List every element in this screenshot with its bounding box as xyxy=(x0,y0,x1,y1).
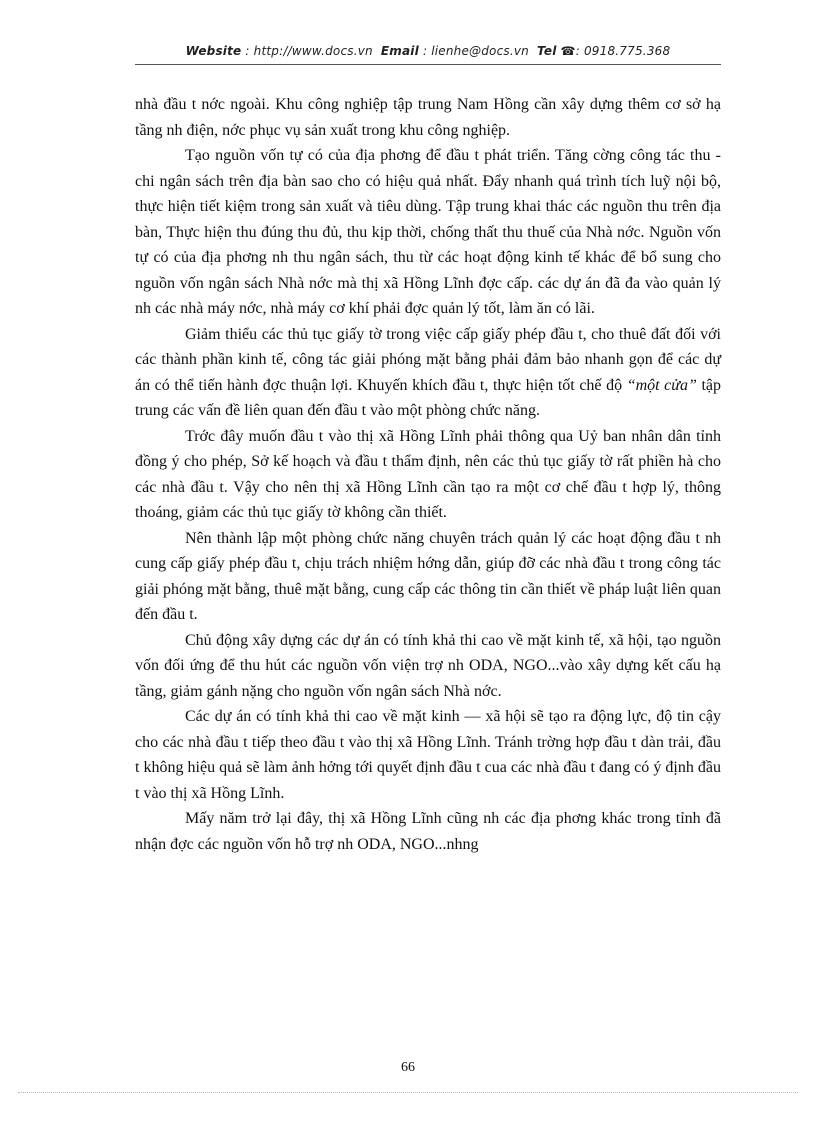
paragraph-6: Chủ động xây dựng các dự án có tính khả thi cao về mặt kinh tế, xã hội, tạo nguồn vốn đối ứng để thu hút các nguồn vốn viện trợ nh ODA, NGO...vào xây dựng kết cấu hạ tầng, giảm gánh nặng cho nguồn vốn ngân sách Nhà nớc. xyxy=(135,631,721,700)
paragraph-8: Mấy năm trở lại đây, thị xã Hồng Lĩnh cũng nh các địa phơng khác trong tỉnh đã nhận đợc các nguồn vốn hỗ trợ nh ODA, NGO...nhng xyxy=(135,810,721,853)
paragraph-1: nhà đầu t nớc ngoài. Khu công nghiệp tập trung Nam Hồng cần xây dựng thêm cơ sở hạ tầng nh điện, nớc phục vụ sản xuất trong khu công nghiệp. xyxy=(135,96,721,139)
document-body xyxy=(135,92,721,857)
paragraph-3-before: Giảm thiểu các thủ tục giấy tờ trong việc cấp giấy phép đầu t, cho thuê đất đối với các thành phần kinh tế, công tác giải phóng mặt bằng phải đảm bảo nhanh gọn để các dự án có thể tiến hành đợc thuận lợi. Khuyến khích đầu t, thực hiện tốt chế độ xyxy=(135,325,721,394)
paragraph-3-after: tập trung các vấn đề liên quan đến đầu t vào một phòng chức năng. xyxy=(135,376,722,419)
website-value: : http://www.docs.vn xyxy=(245,44,373,58)
paragraph-3 xyxy=(135,322,721,424)
paragraph-5: Nên thành lập một phòng chức năng chuyên trách quản lý các hoạt động đầu t nh cung cấp giấy phép đầu t, chịu trách nhiệm hớng dẫn, giúp đỡ các nhà đầu t trong công tác giải phóng mặt bằng, thuê mặt bằng, cung cấp các thông tin cần thiết về pháp luật liên quan đến đầu t. xyxy=(135,529,721,623)
page-number: 66 xyxy=(401,1060,415,1075)
email-label: Email xyxy=(380,44,419,58)
website-label: Website xyxy=(185,44,242,58)
tel-label: Tel xyxy=(537,44,557,58)
paragraph-2: Tạo nguồn vốn tự có của địa phơng để đầu t phát triển. Tăng cờng công tác thu - chi ngân sách trên địa bàn sao cho có hiệu quả nhất. Đẩy nhanh quá trình tích luỹ nội bộ, thực hiện tiết kiệm trong sản xuất và tiêu dùng. Tập trung khai thác các nguồn thu trên địa bàn, Thực hiện thu đúng thu đủ, thu kịp thời, chống thất thu thuế của Nhà nớc. Nguồn vốn tự có của địa phơng nh thu ngân sách, thu từ các hoạt động kinh tế khác để bổ sung cho nguồn vốn ngân sách Nhà nớc mà thị xã Hồng Lĩnh đợc cấp. các dự án đã đa vào quản lý nh các nhà máy nớc, nhà máy cơ khí phải đợc quản lý tốt, làm ăn có lãi. xyxy=(135,147,721,317)
header-rule xyxy=(135,64,721,65)
paragraph-7: Các dự án có tính khả thi cao về mặt kinh — xã hội sẽ tạo ra động lực, độ tin cậy cho các nhà đầu t tiếp theo đầu t vào thị xã Hồng Lĩnh. Tránh trờng hợp đầu t dàn trải, đầu t không hiệu quả sẽ làm ảnh hởng tới quyết định đầu t cua các nhà đầu t đang có ý định đầu t vào thị xã Hồng Lĩnh. xyxy=(135,708,721,802)
tel-value: : 0918.775.368 xyxy=(575,44,671,58)
page-header xyxy=(135,44,721,58)
email-value: : lienhe@docs.vn xyxy=(422,44,529,58)
paragraph-3-emphasis: “một cửa” xyxy=(626,376,697,394)
paragraph-4: Trớc đây muốn đầu t vào thị xã Hồng Lĩnh phải thông qua Uỷ ban nhân dân tỉnh đồng ý cho phép, Sở kế hoạch và đầu t thẩm định, nên các thủ tục giấy tờ rất phiền hà cho các nhà đầu t. Vậy cho nên thị xã Hồng Lĩnh cần tạo ra một cơ chế đầu t hợp lý, thông thoáng, giảm các thủ tục giấy tờ không cần thiết. xyxy=(135,427,721,521)
phone-icon: ☎ xyxy=(560,44,576,58)
bottom-rule xyxy=(18,1092,798,1093)
